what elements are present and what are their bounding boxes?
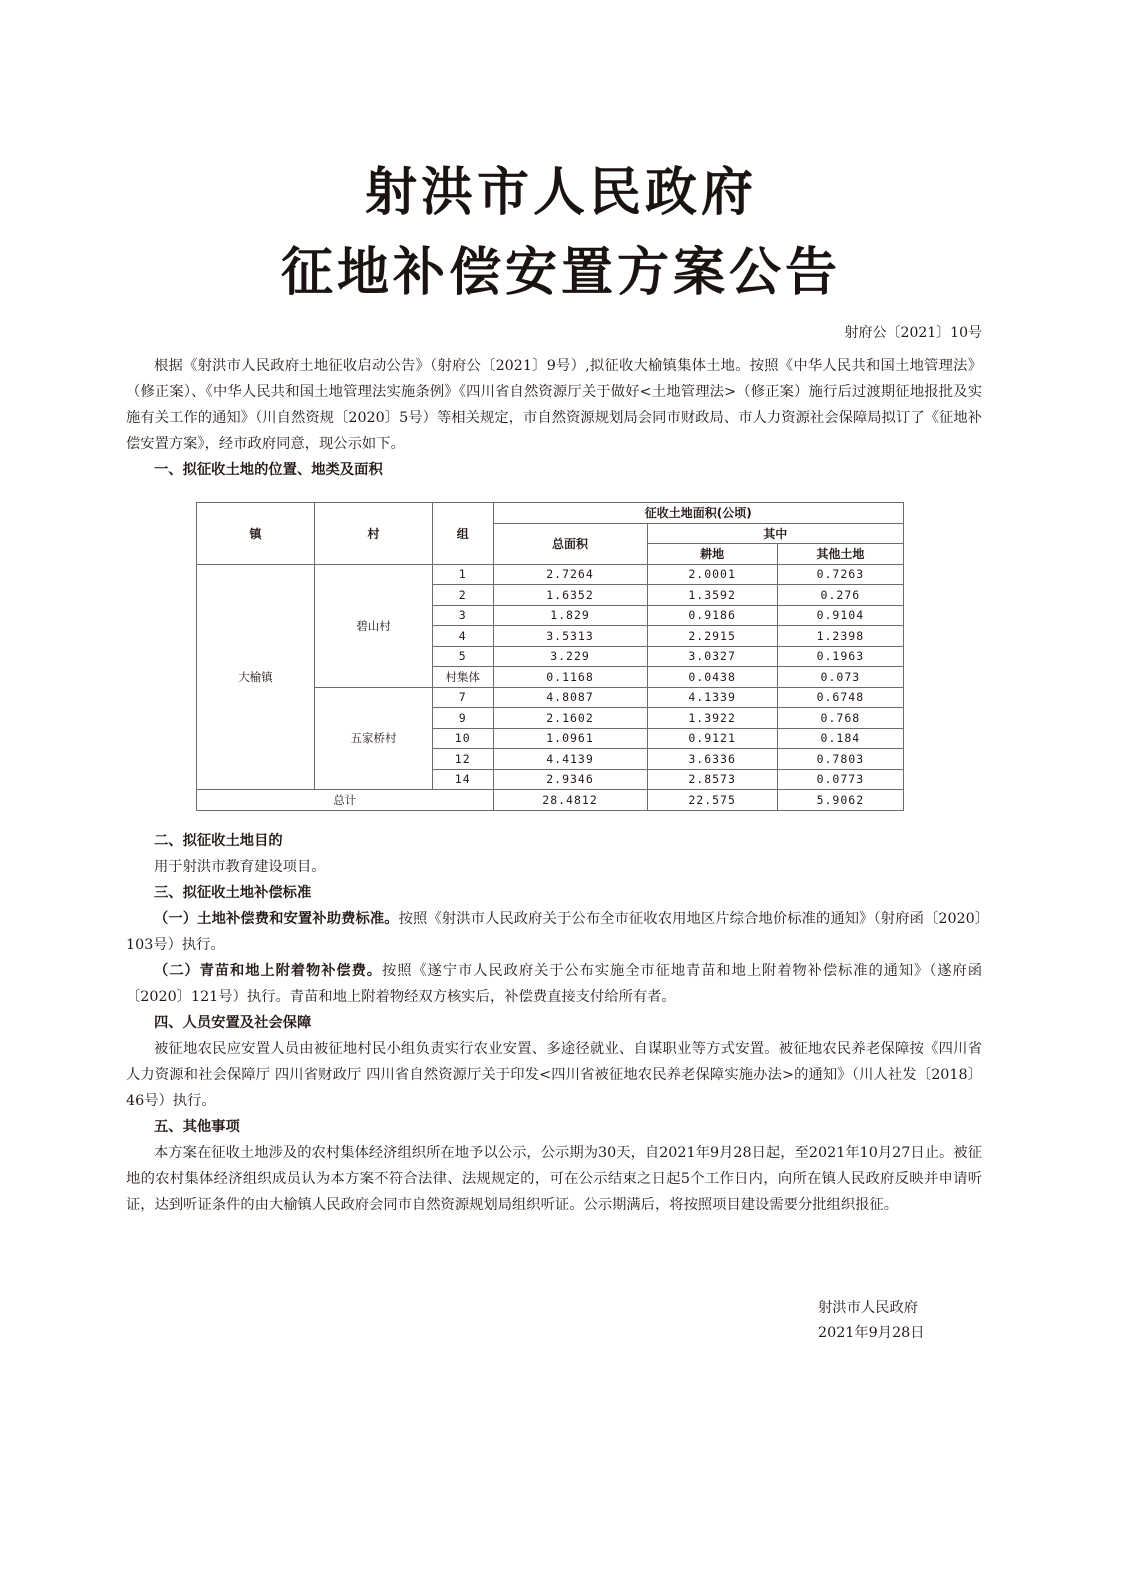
- cell-total: 4.8087: [493, 687, 647, 708]
- cell-sum-farmland: 22.575: [647, 790, 777, 811]
- cell-farmland: 3.0327: [647, 646, 777, 667]
- cell-farmland: 0.0438: [647, 667, 777, 688]
- cell-farmland: 2.2915: [647, 626, 777, 647]
- cell-total: 3.5313: [493, 626, 647, 647]
- cell-farmland: 4.1339: [647, 687, 777, 708]
- intro-paragraph: 根据《射洪市人民政府土地征收启动公告》（射府公〔2021〕9号）,拟征收大榆镇集体土地。按照《中华人民共和国土地管理法》（修正案）、《中华人民共和国土地管理法实施条例》《四川省自然资源厅关于做好<土地管理法>（修正案）施行后过渡期征地报批及实施有关工作的通知》（川自然资规〔2020〕5号）等相关规定，市自然资源规划局会同市财政局、市人力资源社会保障局拟订了《征地补偿安置方案》，经市政府同意，现公示如下。: [126, 358, 982, 452]
- intro-block: [126, 353, 982, 483]
- cell-group: 4: [432, 626, 493, 647]
- cell-group: 1: [432, 564, 493, 585]
- cell-total-label: 总计: [197, 790, 494, 811]
- section5-text: 本方案在征收土地涉及的农村集体经济组织所在地予以公示，公示期为30天，自2021年9月28日起，至2021年10月27日止。被征地的农村集体经济组织成员认为本方案不符合法律、法规规定的，可在公示结束之日起5个工作日内，向所在镇人民政府反映并申请听证，达到听证条件的由大榆镇人民政府会同市自然资源规划局组织听证。公示期满后，将按照项目建设需要分批组织报征。: [126, 1145, 982, 1213]
- cell-total: 0.1168: [493, 667, 647, 688]
- section3-item2-text: 按照《遂宁市人民政府关于公布实施全市征地青苗和地上附着物补偿标准的通知》（遂府函〔2020〕121号）执行。青苗和地上附着物经双方核实后，补偿费直接支付给所有者。: [126, 963, 982, 1005]
- table-row: [197, 564, 904, 585]
- total-row: [197, 790, 904, 811]
- header-total: 总面积: [493, 523, 647, 564]
- cell-other: 0.0773: [777, 769, 903, 790]
- land-area-table: [196, 502, 904, 811]
- header-area-group: 征收土地面积(公顷): [493, 503, 904, 524]
- cell-total: 3.229: [493, 646, 647, 667]
- cell-village: 碧山村: [314, 564, 432, 687]
- section2-text: 用于射洪市教育建设项目。: [154, 859, 326, 875]
- cell-other: 0.768: [777, 708, 903, 729]
- cell-village: 五家桥村: [314, 687, 432, 790]
- cell-group: 2: [432, 585, 493, 606]
- signature-org: 射洪市人民政府: [818, 1300, 919, 1316]
- cell-sum-total: 28.4812: [493, 790, 647, 811]
- cell-other: 1.2398: [777, 626, 903, 647]
- cell-group: 5: [432, 646, 493, 667]
- cell-other: 0.184: [777, 728, 903, 749]
- section3-item1-lead: （一）土地补偿费和安置补助费标准。: [154, 911, 399, 927]
- cell-other: 0.9104: [777, 605, 903, 626]
- cell-farmland: 1.3592: [647, 585, 777, 606]
- cell-town: 大榆镇: [197, 564, 315, 790]
- document-title-line1: 射洪市人民政府: [364, 162, 757, 223]
- cell-other: 0.1963: [777, 646, 903, 667]
- header-of-which: 其中: [647, 523, 903, 544]
- cell-other: 0.073: [777, 667, 903, 688]
- section5-heading: 五、其他事项: [154, 1119, 240, 1135]
- cell-farmland: 2.0001: [647, 564, 777, 585]
- cell-group: 3: [432, 605, 493, 626]
- table-body: [197, 564, 904, 810]
- section3-item1: [126, 906, 982, 958]
- header-village: 村: [314, 503, 432, 565]
- cell-other: 0.6748: [777, 687, 903, 708]
- cell-farmland: 0.9121: [647, 728, 777, 749]
- cell-group: 村集体: [432, 667, 493, 688]
- cell-farmland: 1.3922: [647, 708, 777, 729]
- section3-item2-lead: （二）青苗和地上附着物补偿费。: [154, 963, 383, 979]
- section4-heading: 四、人员安置及社会保障: [154, 1015, 312, 1031]
- cell-total: 2.7264: [493, 564, 647, 585]
- cell-group: 7: [432, 687, 493, 708]
- header-farmland: 耕地: [647, 544, 777, 565]
- header-other: 其他土地: [777, 544, 903, 565]
- cell-other: 0.276: [777, 585, 903, 606]
- section2-heading: 二、拟征收土地目的: [154, 833, 283, 849]
- document-title-line2: 征地补偿安置方案公告: [280, 242, 841, 303]
- sections-block: [126, 828, 982, 1218]
- cell-total: 2.1602: [493, 708, 647, 729]
- cell-total: 4.4139: [493, 749, 647, 770]
- section1-heading: 一、拟征收土地的位置、地类及面积: [154, 462, 383, 478]
- cell-total: 2.9346: [493, 769, 647, 790]
- cell-other: 0.7263: [777, 564, 903, 585]
- cell-group: 9: [432, 708, 493, 729]
- signature-block: [818, 1296, 925, 1346]
- cell-farmland: 2.8573: [647, 769, 777, 790]
- cell-total: 1.829: [493, 605, 647, 626]
- section3-item2: [126, 958, 982, 1010]
- cell-total: 1.6352: [493, 585, 647, 606]
- cell-farmland: 3.6336: [647, 749, 777, 770]
- cell-sum-other: 5.9062: [777, 790, 903, 811]
- header-group: 组: [432, 503, 493, 565]
- cell-total: 1.0961: [493, 728, 647, 749]
- cell-group: 10: [432, 728, 493, 749]
- document-number: 射府公〔2021〕10号: [844, 325, 982, 341]
- section4-text: 被征地农民应安置人员由被征地村民小组负责实行农业安置、多途径就业、自谋职业等方式安置。被征地农民养老保障按《四川省人力资源和社会保障厅 四川省财政厅 四川省自然资源厅关于印发<四川省被征地农民养老保障实施办法>的通知》（川人社发〔2018〕46号）执行。: [126, 1041, 982, 1109]
- cell-other: 0.7803: [777, 749, 903, 770]
- cell-farmland: 0.9186: [647, 605, 777, 626]
- header-town: 镇: [197, 503, 315, 565]
- section3-item1-text: 按照《射洪市人民政府关于公布全市征收农用地区片综合地价标准的通知》（射府函〔2020〕103号）执行。: [126, 911, 982, 953]
- section3-heading: 三、拟征收土地补偿标准: [154, 885, 312, 901]
- cell-group: 14: [432, 769, 493, 790]
- cell-group: 12: [432, 749, 493, 770]
- signature-date: 2021年9月28日: [818, 1325, 925, 1341]
